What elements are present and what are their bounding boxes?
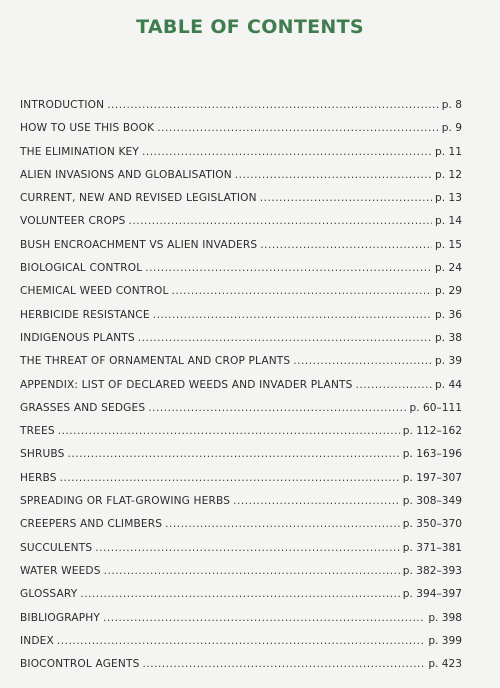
toc-entry-page: p. 197–307 — [402, 471, 462, 484]
toc-entry — [20, 517, 462, 540]
dot-leader — [165, 517, 400, 531]
toc-entry-label: CHEMICAL WEED CONTROL — [20, 285, 169, 298]
dot-leader — [172, 284, 433, 298]
dot-leader — [260, 191, 432, 205]
toc-entry-label: ALIEN INVASIONS AND GLOBALISATION — [20, 168, 232, 181]
toc-entry — [20, 145, 462, 168]
toc-entry-page: p. 9 — [441, 122, 462, 135]
toc-entry-page: p. 13 — [435, 192, 462, 205]
dot-leader — [58, 424, 400, 438]
toc-entry-page: p. 29 — [435, 285, 462, 298]
toc-entry — [20, 447, 462, 470]
toc-entry-page: p. 39 — [435, 355, 462, 368]
dot-leader — [233, 494, 400, 508]
dot-leader — [103, 611, 425, 625]
toc-entry-page: p. 38 — [435, 331, 462, 344]
toc-entry-label: GRASSES AND SEDGES — [20, 401, 146, 414]
toc-entry — [20, 168, 462, 191]
toc-entry — [20, 494, 462, 517]
toc-entry-label: TREES — [20, 425, 55, 438]
dot-leader — [145, 261, 432, 275]
toc-entry — [20, 541, 462, 564]
toc-entry-label: INDIGENOUS PLANTS — [20, 331, 135, 344]
toc-entry — [20, 121, 462, 144]
toc-entry-label: BIOCONTROL AGENTS — [20, 658, 140, 671]
dot-leader — [142, 145, 432, 159]
toc-entry-page: p. 14 — [435, 215, 462, 228]
dot-leader — [129, 214, 433, 228]
toc-entry-page: p. 11 — [435, 145, 462, 158]
dot-leader — [95, 541, 400, 555]
toc-entry-page: p. 24 — [435, 262, 462, 275]
toc-entry-label: INDEX — [20, 634, 54, 647]
toc-entry — [20, 471, 462, 494]
toc-entry — [20, 261, 462, 284]
toc-entry-page: p. 15 — [435, 238, 462, 251]
toc-entry-page: p. 12 — [435, 168, 462, 181]
toc-entry-page: p. 60–111 — [409, 401, 462, 414]
dot-leader — [235, 168, 432, 182]
toc-entry-label: BIOLOGICAL CONTROL — [20, 262, 143, 275]
toc-entry-label: HERBS — [20, 471, 57, 484]
dot-leader — [60, 471, 400, 485]
toc-entry-page: p. 371–381 — [402, 541, 462, 554]
dot-leader — [68, 447, 400, 461]
toc-entry-label: INTRODUCTION — [20, 99, 105, 111]
toc-entry — [20, 634, 462, 657]
toc-entry — [20, 611, 462, 634]
toc-entry-label: SPREADING OR FLAT-GROWING HERBS — [20, 495, 231, 508]
toc-entry-label: BIBLIOGRAPHY — [20, 611, 101, 624]
toc-entry — [20, 401, 462, 424]
dot-leader — [142, 657, 425, 671]
toc-entry-page: p. 112–162 — [402, 425, 462, 438]
dot-leader — [293, 354, 432, 368]
toc-entry-page: p. 394–397 — [402, 588, 462, 601]
toc-entry-label: CURRENT, NEW AND REVISED LEGISLATION — [20, 192, 257, 205]
toc-entry-label: GLOSSARY — [20, 588, 78, 601]
toc-entry-label: SUCCULENTS — [20, 541, 93, 554]
toc-entry-page: p. 163–196 — [402, 448, 462, 461]
toc-entry — [20, 657, 462, 680]
dot-leader — [260, 238, 432, 252]
toc-entry-page: p. 423 — [428, 658, 462, 671]
toc-entry-label: THE THREAT OF ORNAMENTAL AND CROP PLANTS — [20, 355, 291, 368]
toc-entry — [20, 564, 462, 587]
toc-entry-page: p. 44 — [435, 378, 462, 391]
dot-leader — [104, 564, 400, 578]
toc-entry-page: p. 382–393 — [402, 564, 462, 577]
dot-leader — [153, 308, 432, 322]
dot-leader — [107, 98, 439, 112]
dot-leader — [356, 378, 433, 392]
toc-entry-page: p. 308–349 — [402, 495, 462, 508]
toc-entry-page: p. 399 — [428, 634, 462, 647]
dot-leader — [157, 121, 439, 135]
toc-entry — [20, 424, 462, 447]
toc-entry — [20, 284, 462, 307]
toc-entry-page: p. 8 — [441, 99, 462, 111]
toc-entry-label: THE ELIMINATION KEY — [20, 145, 140, 158]
toc-entry-label: WATER WEEDS — [20, 564, 101, 577]
toc-entry-label: HERBICIDE RESISTANCE — [20, 308, 150, 321]
toc-entry-label: VOLUNTEER CROPS — [20, 215, 126, 228]
toc-entry — [20, 238, 462, 261]
page-title: TABLE OF CONTENTS — [136, 16, 364, 38]
toc-entry — [20, 354, 462, 377]
toc-entry-label: APPENDIX: LIST OF DECLARED WEEDS AND INVADER PLANTS — [20, 378, 353, 391]
toc-entry — [20, 331, 462, 354]
toc-entry-page: p. 350–370 — [402, 518, 462, 531]
toc-entry — [20, 98, 462, 121]
toc-entry-page: p. 36 — [435, 308, 462, 321]
toc-entry — [20, 308, 462, 331]
toc-entry-label: CREEPERS AND CLIMBERS — [20, 518, 163, 531]
dot-leader — [57, 634, 425, 648]
toc-entry — [20, 191, 462, 214]
toc-entry-label: SHRUBS — [20, 448, 65, 461]
toc-entry-label: BUSH ENCROACHMENT VS ALIEN INVADERS — [20, 238, 258, 251]
dot-leader — [80, 587, 399, 601]
toc-entry — [20, 378, 462, 401]
dot-leader — [148, 401, 406, 415]
dot-leader — [138, 331, 432, 345]
toc-entry-label: HOW TO USE THIS BOOK — [20, 122, 155, 135]
toc-entry — [20, 214, 462, 237]
toc-list — [20, 98, 462, 680]
toc-entry-page: p. 398 — [428, 611, 462, 624]
toc-entry — [20, 587, 462, 610]
